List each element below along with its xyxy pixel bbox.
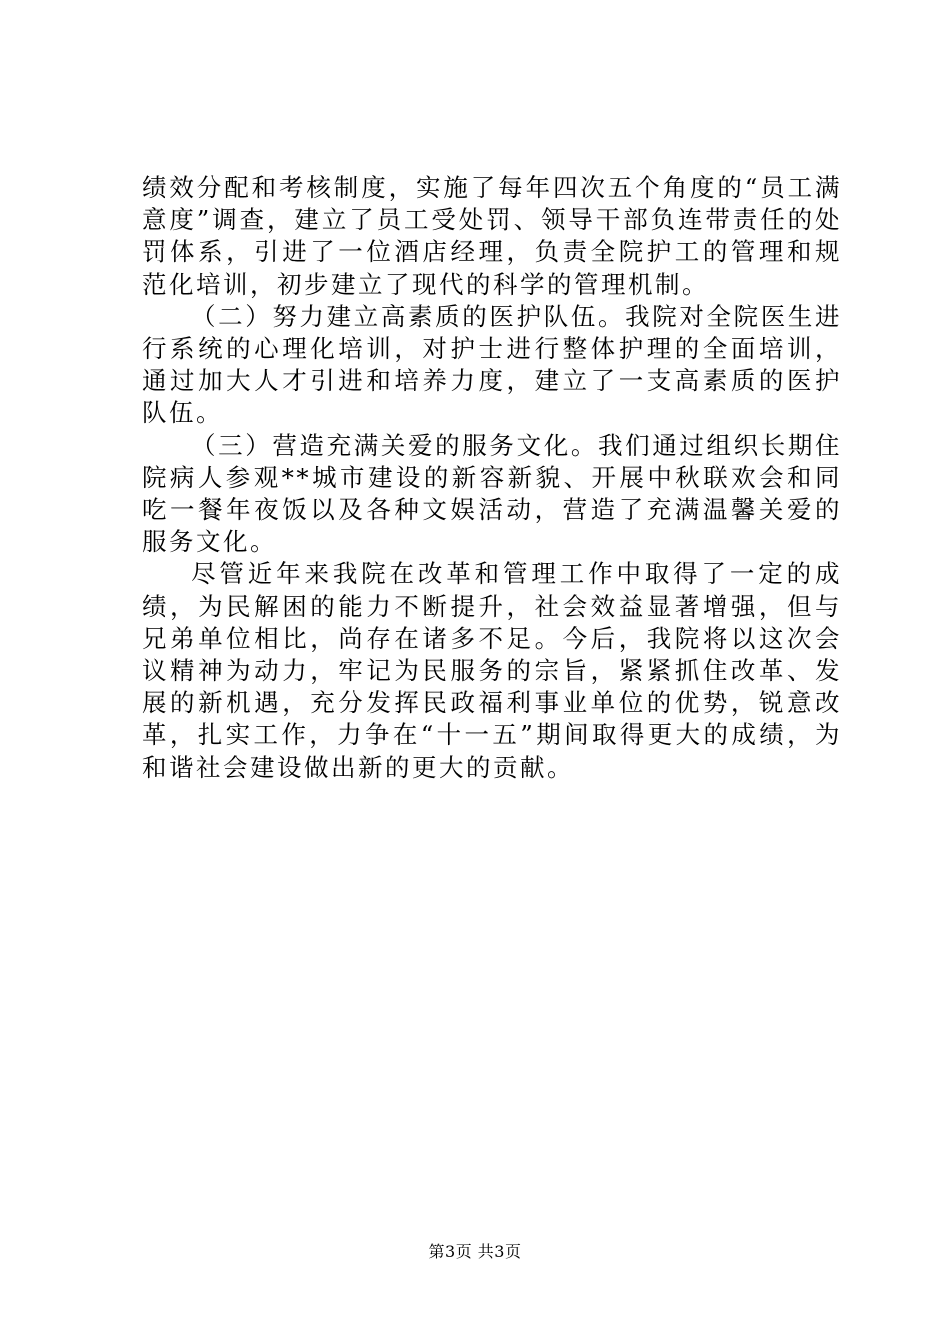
- paragraph-2: （二）努力建立高素质的医护队伍。我院对全院医生进行系统的心理化培训，对护士进行整体护理的全面培训，通过加大人才引进和培养力度，建立了一支高素质的医护队伍。: [142, 301, 842, 428]
- page-number-footer: 第3页 共3页: [428, 1242, 522, 1261]
- paragraph-3: （三）营造充满关爱的服务文化。我们通过组织长期住院病人参观**城市建设的新容新貌、开展中秋联欢会和同吃一餐年夜饭以及各种文娱活动，营造了充满温馨关爱的服务文化。: [142, 430, 842, 557]
- paragraph-4: 尽管近年来我院在改革和管理工作中取得了一定的成绩，为民解困的能力不断提升，社会效益显著增强，但与兄弟单位相比，尚存在诸多不足。今后，我院将以这次会议精神为动力，牢记为民服务的宗旨，紧紧抓住改革、发展的新机遇，充分发挥民政福利事业单位的优势，锐意改革，扎实工作，力争在“十一五”期间取得更大的成绩，为和谐社会建设做出新的更大的贡献。: [142, 559, 842, 782]
- document-body: [142, 172, 842, 784]
- paragraph-1: 绩效分配和考核制度，实施了每年四次五个角度的“员工满意度”调查，建立了员工受处罚、领导干部负连带责任的处罚体系，引进了一位酒店经理，负责全院护工的管理和规范化培训，初步建立了现代的科学的管理机制。: [142, 173, 842, 299]
